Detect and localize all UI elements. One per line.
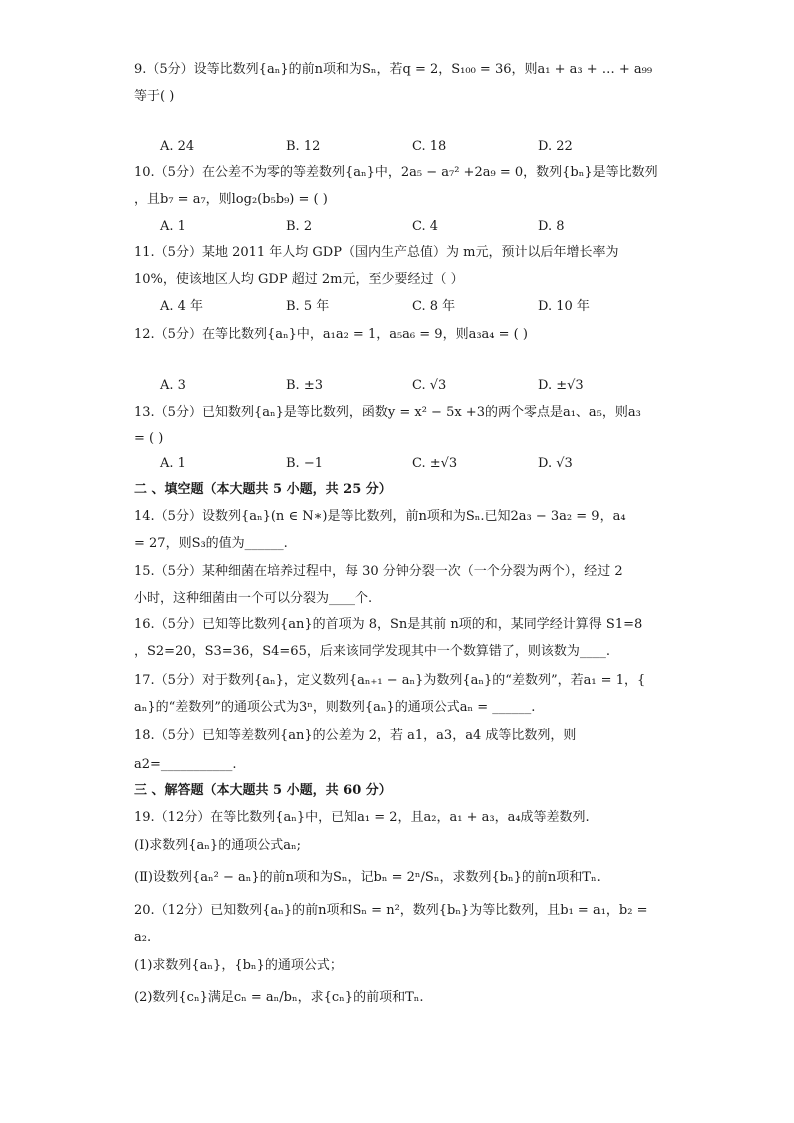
q9-option-d: D. 22 — [538, 139, 573, 154]
q9-stem: 9.（5分）设等比数列{aₙ}的前n项和为Sₙ，若q = 2，S₁₀₀ = 36，则a₁ + a₃ + … + a₉₉ — [134, 62, 653, 77]
q11-option-a: A. 4 年 — [160, 299, 204, 314]
q11-stem: 11.（5分）某地 2011 年人均 GDP（国内生产总值）为 m元，预计以后年增长率为 — [134, 245, 619, 260]
q18-stem: 18.（5分）已知等差数列{an}的公差为 2，若 a1，a3，a4 成等比数列，则 — [134, 728, 577, 743]
q10-option-c: C. 4 — [412, 219, 439, 234]
q14-stem: 14.（5分）设数列{aₙ}(n ∈ N∗)是等比数列，前n项和为Sₙ.已知2a₃ − 3a₂ = 9，a₄ — [134, 509, 626, 524]
q20-stem: 20.（12分）已知数列{aₙ}的前n项和Sₙ = n²，数列{bₙ}为等比数列，且b₁ = a₁，b₂ = — [134, 903, 648, 918]
q9-option-a: A. 24 — [160, 139, 195, 154]
q18-stem-cont: a2=___________. — [134, 757, 237, 772]
q16-stem-cont: ，S2=20，S3=36，S4=65，后来该同学发现其中一个数算错了，则该数为____. — [134, 644, 610, 659]
section-fill-in-title: 二 、填空题（本大题共 5 小题，共 25 分） — [134, 482, 392, 497]
q10-option-d: D. 8 — [538, 219, 565, 234]
q17-stem: 17.（5分）对于数列{aₙ}，定义数列{aₙ₊₁ − aₙ}为数列{aₙ}的“差数列”，若a₁ = 1，{ — [134, 673, 646, 688]
q16-stem: 16.（5分）已知等比数列{an}的首项为 8，Sn是其前 n项的和，某同学经计算得 S1=8 — [134, 617, 643, 632]
q11-option-d: D. 10 年 — [538, 299, 590, 314]
q14-stem-cont: = 27，则S₃的值为______. — [134, 536, 288, 551]
q12-option-b: B. ±3 — [286, 378, 323, 393]
q20-part-1: (1)求数列{aₙ}，{bₙ}的通项公式； — [134, 958, 343, 973]
q12-option-c: C. √3 — [412, 378, 447, 393]
q11-stem-cont: 10%，使该地区人均 GDP 超过 2m元，至少要经过（ ） — [134, 272, 464, 287]
q13-option-a: A. 1 — [160, 456, 186, 471]
q9-option-c: C. 18 — [412, 139, 447, 154]
q10-option-a: A. 1 — [160, 219, 186, 234]
q20-stem-cont: a₂. — [134, 930, 152, 945]
q12-stem: 12.（5分）在等比数列{aₙ}中，a₁a₂ = 1，a₅a₆ = 9，则a₃a₄ = ( ) — [134, 327, 528, 342]
q20-part-2: (2)数列{cₙ}满足cₙ = aₙ/bₙ，求{cₙ}的前项和Tₙ. — [134, 990, 424, 1005]
q13-option-d: D. √3 — [538, 456, 573, 471]
q17-stem-cont: aₙ}的“差数列”的通项公式为3ⁿ，则数列{aₙ}的通项公式aₙ = ______. — [134, 700, 536, 715]
q15-stem-cont: 小时，这种细菌由一个可以分裂为____个. — [134, 591, 373, 606]
q13-stem: 13.（5分）已知数列{aₙ}是等比数列，函数y = x² − 5x +3的两个零点是a₁、a₅，则a₃ — [134, 405, 641, 420]
q13-option-b: B. −1 — [286, 456, 323, 471]
q19-part-1: (Ⅰ)求数列{aₙ}的通项公式aₙ; — [134, 838, 301, 853]
q19-stem: 19.（12分）在等比数列{aₙ}中，已知a₁ = 2，且a₂，a₁ + a₃，a₄成等差数列. — [134, 810, 590, 825]
section-answer-title: 三 、解答题（本大题共 5 小题，共 60 分） — [134, 783, 392, 798]
q10-option-b: B. 2 — [286, 219, 313, 234]
q9-stem-cont: 等于( ) — [134, 89, 175, 104]
q11-option-c: C. 8 年 — [412, 299, 456, 314]
q12-option-d: D. ±√3 — [538, 378, 584, 393]
q13-stem-cont: = ( ) — [134, 431, 164, 446]
q10-stem-cont: ，且b₇ = a₇，则log₂(b₅b₉) = ( ) — [134, 192, 328, 207]
q15-stem: 15.（5分）某种细菌在培养过程中，每 30 分钟分裂一次（一个分裂为两个），经过 2 — [134, 564, 623, 579]
q10-stem: 10.（5分）在公差不为零的等差数列{aₙ}中，2a₅ − a₇² +2a₉ = 0，数列{bₙ}是等比数列 — [134, 165, 658, 180]
q12-option-a: A. 3 — [160, 378, 186, 393]
q11-option-b: B. 5 年 — [286, 299, 330, 314]
q9-option-b: B. 12 — [286, 139, 321, 154]
q13-option-c: C. ±√3 — [412, 456, 458, 471]
q19-part-2: (Ⅱ)设数列{aₙ² − aₙ}的前n项和为Sₙ，记bₙ = 2ⁿ/Sₙ，求数列{bₙ}的前n项和Tₙ. — [134, 870, 601, 885]
